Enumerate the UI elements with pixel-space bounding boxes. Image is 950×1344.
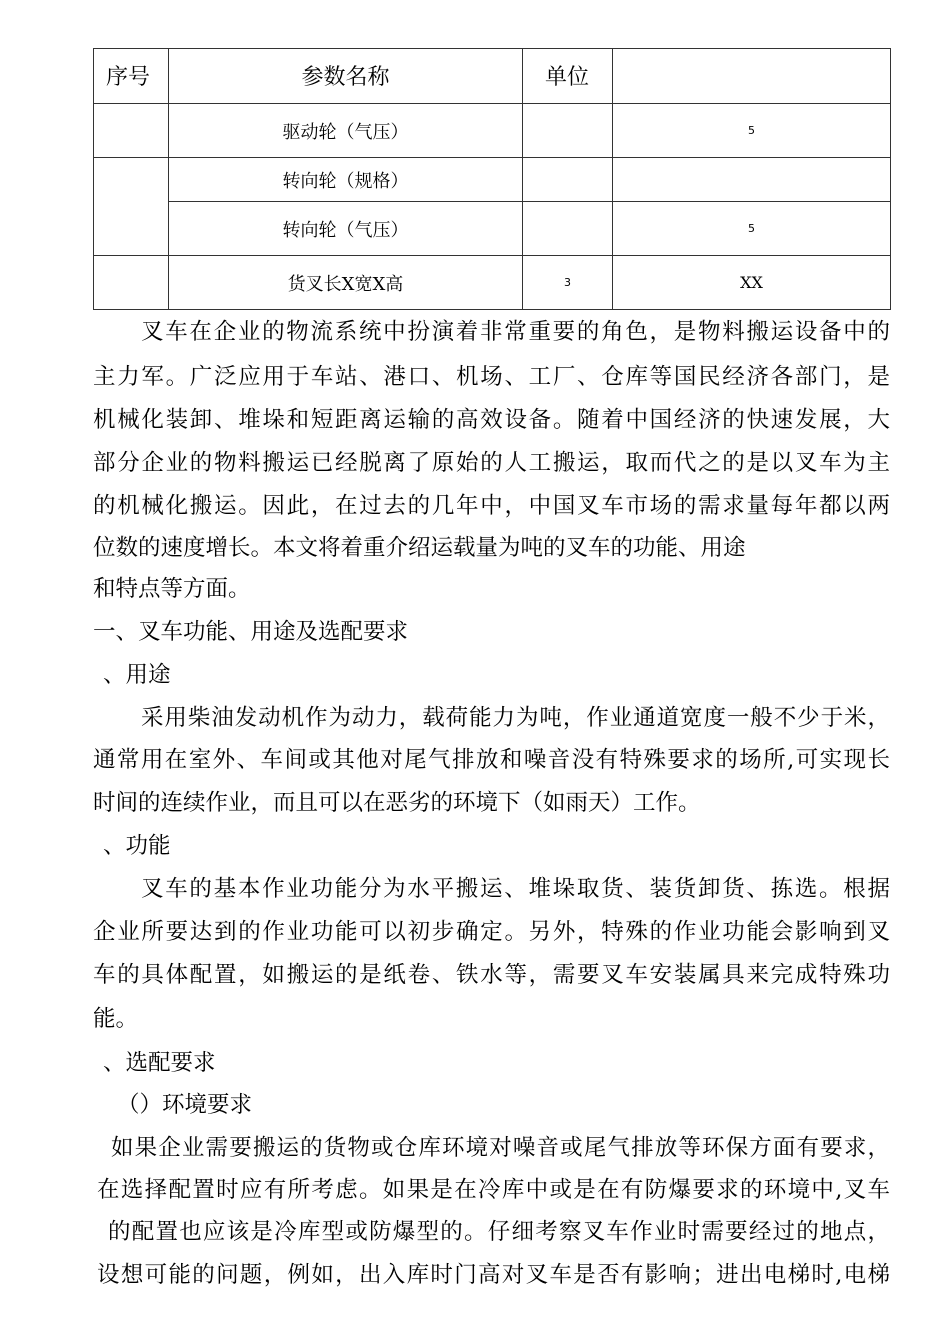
value-cell: 5	[613, 202, 891, 256]
seq-cell	[94, 104, 169, 158]
environment-line: 设想可能的问题，例如，出入库时门高对叉车是否有影响；进出电梯时,电梯	[97, 1262, 890, 1288]
subsection-heading-use: 、用途	[103, 662, 171, 688]
param-name-cell: 转向轮（规格）	[169, 158, 523, 202]
use-line: 采用柴油发动机作为动力，载荷能力为吨，作业通道宽度一般不少于米，	[141, 705, 890, 731]
section-heading: 一、叉车功能、用途及选配要求	[93, 619, 409, 645]
function-line: 能。	[93, 1006, 139, 1032]
subsection-heading-selection: 、选配要求	[103, 1050, 216, 1076]
param-name-cell: 转向轮（气压）	[169, 202, 523, 256]
intro-line: 的机械化搬运。因此，在过去的几年中，中国叉车市场的需求量每年都以两	[93, 493, 890, 519]
value-cell: XX	[613, 256, 891, 310]
intro-line: 主力军。广泛应用于车站、港口、机场、工厂、仓库等国民经济各部门，是	[93, 364, 890, 390]
subsection-heading-function: 、功能	[103, 833, 171, 859]
environment-line: 如果企业需要搬运的货物或仓库环境对噪音或尾气排放等环保方面有要求，	[111, 1135, 890, 1161]
environment-line: 的配置也应该是冷库型或防爆型的。仔细考察叉车作业时需要经过的地点，	[108, 1219, 890, 1245]
intro-line: 叉车在企业的物流系统中扮演着非常重要的角色，是物料搬运设备中的	[141, 319, 890, 345]
table-row	[94, 104, 891, 158]
intro-line: 部分企业的物料搬运已经脱离了原始的人工搬运，取而代之的是以叉车为主	[93, 450, 890, 476]
param-name-cell: 驱动轮（气压）	[169, 104, 523, 158]
seq-cell	[94, 158, 169, 256]
table-row	[94, 256, 891, 310]
environment-line: 在选择配置时应有所考虑。如果是在冷库中或是在有防爆要求的环境中,叉车	[97, 1177, 890, 1203]
intro-line: 机械化装卸、堆垛和短距离运输的高效设备。随着中国经济的快速发展，大	[93, 407, 890, 433]
parameter-table	[93, 48, 891, 310]
table-header-row	[94, 49, 891, 104]
table-row	[94, 202, 891, 256]
function-line: 企业所要达到的作业功能可以初步确定。另外，特殊的作业功能会影响到叉	[93, 919, 890, 945]
header-param-name: 参数名称	[169, 49, 523, 104]
function-line: 叉车的基本作业功能分为水平搬运、堆垛取货、装货卸货、拣选。根据	[141, 876, 890, 902]
unit-cell	[523, 158, 613, 202]
subsection-heading-environment: （）环境要求	[117, 1092, 253, 1118]
table-row	[94, 158, 891, 202]
unit-cell	[523, 202, 613, 256]
header-value	[613, 49, 891, 104]
param-name-cell: 货叉长X宽X高	[169, 256, 523, 310]
value-cell: 5	[613, 104, 891, 158]
intro-line: 位数的速度增长。本文将着重介绍运载量为吨的叉车的功能、用途	[93, 535, 746, 561]
unit-cell	[523, 104, 613, 158]
unit-cell: 3	[523, 256, 613, 310]
seq-cell	[94, 256, 169, 310]
value-cell	[613, 158, 891, 202]
use-line: 时间的连续作业，而且可以在恶劣的环境下（如雨天）工作。	[93, 790, 701, 816]
header-seq: 序号	[94, 49, 169, 104]
use-line: 通常用在室外、车间或其他对尾气排放和噪音没有特殊要求的场所,可实现长	[93, 747, 890, 773]
intro-line: 和特点等方面。	[93, 576, 251, 602]
function-line: 车的具体配置，如搬运的是纸卷、铁水等，需要叉车安装属具来完成特殊功	[93, 962, 890, 988]
header-unit: 单位	[523, 49, 613, 104]
